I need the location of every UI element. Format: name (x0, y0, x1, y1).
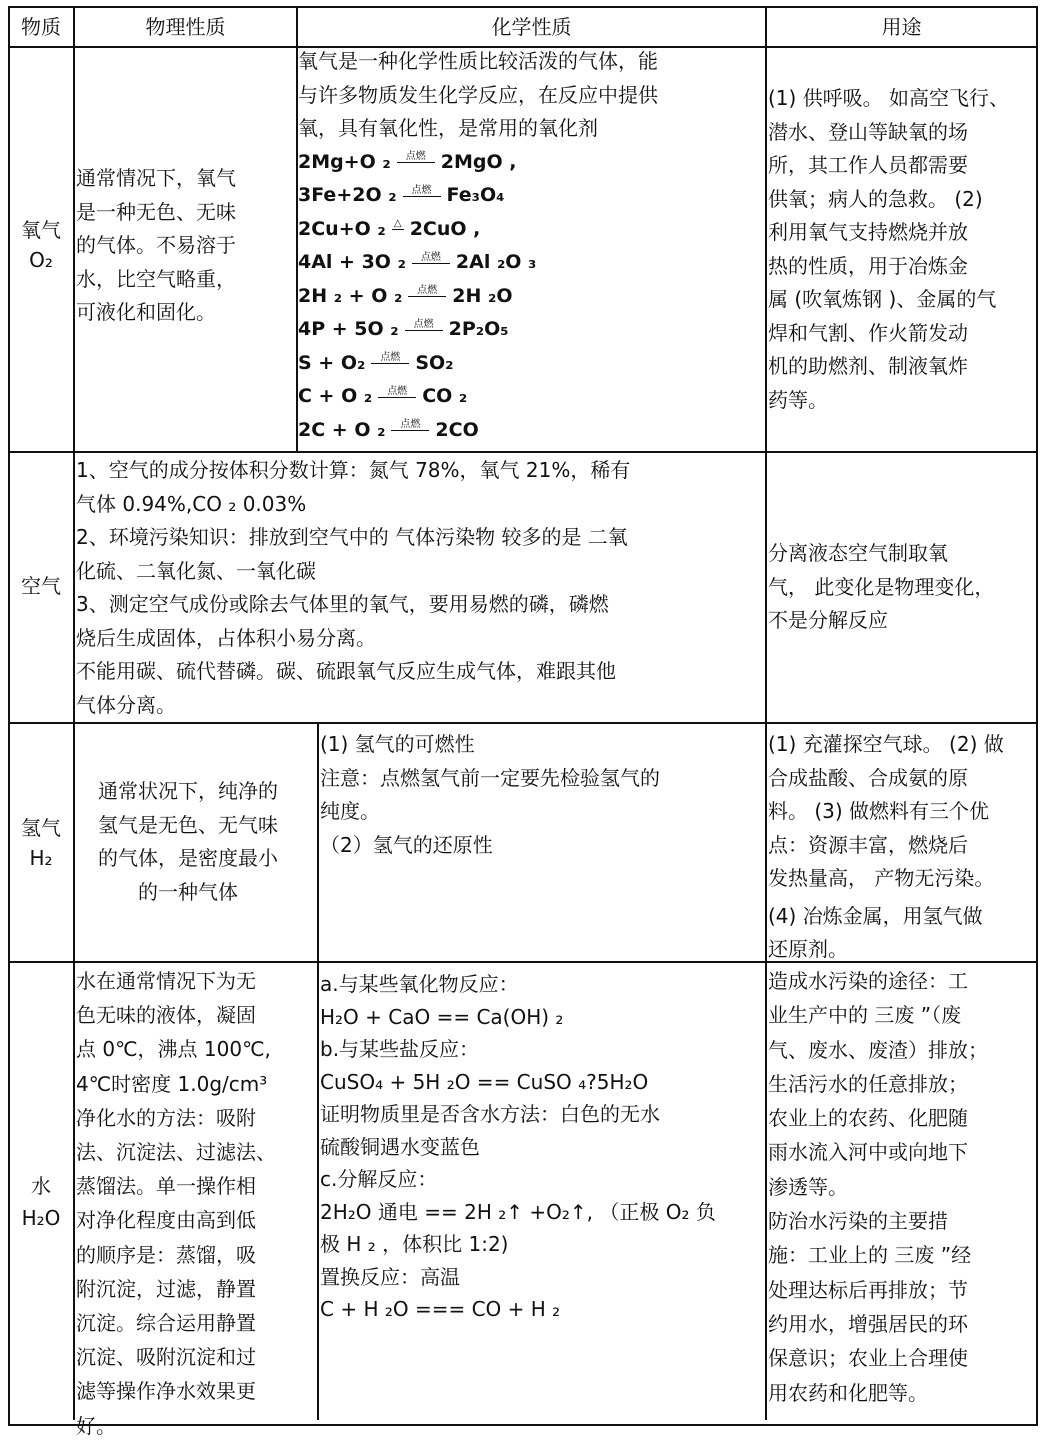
reaction-equation (298, 146, 658, 180)
reaction-condition: 点燃 (380, 352, 401, 363)
condition-arrow (395, 152, 437, 172)
reactants: 4Al + 3O ₂ (298, 251, 406, 273)
text-line: 保意识；农业上合理使 (768, 1346, 968, 1371)
products: 2CO (435, 418, 479, 441)
text-line: 烧后生成固体，占体积小易分离。 (76, 625, 376, 650)
text-line: 焊和气割、作火箭发动 (768, 320, 968, 345)
reaction-equation (298, 246, 658, 280)
text-line: 色无味的液体，凝固 (76, 1003, 256, 1028)
reactants: 4P + 5O ₂ (298, 318, 399, 340)
water-uses (768, 964, 988, 1410)
text-line: (1) 供呼吸。 如高空飞行、 (768, 86, 1010, 110)
text-line: 氧，具有氧化性，是常用的氧化剂 (298, 116, 598, 140)
header-uses: 用途 (881, 15, 922, 39)
text-line: 水，比空气略重， (76, 266, 236, 291)
hydrogen-formula: H₂ (29, 846, 53, 870)
text-line: 通常状况下，纯净的 (98, 779, 278, 803)
text-line: 硫酸铜遇水变蓝色 (320, 1134, 480, 1159)
text-line: 防治水污染的主要措 (768, 1209, 948, 1234)
reaction-equation (298, 347, 658, 381)
reaction-equation (298, 414, 658, 448)
text-line: 滤等操作净水效果更 (76, 1379, 256, 1404)
text-line: 气、废水、废渣）排放； (768, 1037, 988, 1062)
text-line: H₂O + CaO == Ca(OH) ₂ (320, 1004, 564, 1029)
air-name: 空气 (21, 574, 61, 598)
condition-arrow (369, 353, 411, 373)
text-line: 所，其工作人员都需要 (768, 153, 968, 177)
text-line: 的顺序是：蒸馏，吸 (76, 1242, 256, 1267)
reactants: 2C + O ₂ (298, 418, 386, 441)
products: Fe₃O₄ (446, 184, 505, 206)
text-line: 通常情况下，氧气 (76, 166, 236, 190)
text-line: 沉淀、吸附沉淀和过 (76, 1345, 256, 1370)
text-line: 还原剂。 (768, 937, 848, 961)
text-line: 热的性质，用于冶炼金 (768, 253, 968, 278)
air-name-cell (10, 570, 72, 604)
condition-arrow (410, 253, 452, 273)
text-line: 潜水、登山等缺氧的场 (768, 119, 968, 144)
text-line: 料。 (3) 做燃料有三个优 (768, 799, 990, 823)
oxygen-chemical (298, 45, 658, 447)
text-line: 氧气是一种化学性质比较活泼的气体，能 (298, 49, 658, 73)
oxygen-physical (76, 162, 236, 330)
products: CO ₂ (422, 385, 468, 407)
oxygen-uses (768, 82, 1009, 417)
text-line: 分离液态空气制取氧 (768, 541, 948, 565)
text-line: 2H₂O 通电 == 2H ₂↑ +O₂↑, （正极 O₂ 负 (320, 1199, 716, 1224)
condition-arrow (406, 286, 448, 306)
products: 2P₂O₅ (448, 318, 509, 340)
row-divider (8, 722, 1038, 724)
reaction-condition: 点燃 (420, 251, 441, 263)
reactants: 2H ₂ + O ₂ (298, 284, 403, 307)
text-line: 置换反应：高温 (320, 1264, 460, 1289)
water-formula: H₂O (21, 1206, 61, 1230)
reaction-condition: 点燃 (387, 385, 408, 397)
text-line: 净化水的方法：吸附 (76, 1105, 256, 1130)
hydrogen-chemical (320, 728, 660, 862)
header-chemical: 化学性质 (491, 15, 572, 39)
products: SO₂ (415, 351, 454, 374)
reaction-condition: 点燃 (413, 318, 434, 330)
text-line: 的气体，是密度最小 (98, 846, 278, 870)
text-line: a.与某些氧化物反应： (320, 972, 519, 996)
oxygen-name-cell (10, 215, 72, 275)
text-line: 4℃时密度 1.0g/cm³ (76, 1071, 268, 1096)
text-line: 水在通常情况下为无 (76, 969, 256, 993)
text-line: 与许多物质发生化学反应，在反应中提供 (298, 82, 658, 107)
hydrogen-name: 氢气 (21, 816, 61, 840)
text-line: 业生产中的 三废 ”（废 (768, 1003, 962, 1028)
water-name: 水 (31, 1174, 51, 1198)
text-line: c.分解反应： (320, 1167, 438, 1191)
water-physical (76, 964, 276, 1443)
products: 2Al ₂O ₃ (455, 251, 537, 273)
text-line: 化硫、二氧化氮、一氧化碳 (76, 558, 316, 583)
text-line: 好。 (76, 1413, 116, 1438)
text-line: 机的助燃剂、制液氧炸 (768, 354, 968, 378)
condition-arrow (403, 320, 445, 340)
text-line: C + H ₂O === CO + H ₂ (320, 1297, 561, 1321)
text-line: 供氧；病人的急救。 (2) (768, 186, 983, 211)
col-divider (765, 6, 767, 1420)
text-line: 渗透等。 (768, 1174, 848, 1199)
condition-arrow (376, 387, 418, 407)
text-line: 纯度。 (320, 799, 380, 823)
text-line: 是一种无色、无味 (76, 199, 236, 224)
reactants: 2Cu+O ₂ (298, 217, 386, 240)
text-line: b.与某些盐反应： (320, 1037, 480, 1061)
text-line: 2、环境污染知识：排放到空气中的 气体污染物 较多的是 二氧 (76, 525, 628, 549)
reaction-equation (298, 313, 658, 347)
reactants: C + O ₂ (298, 385, 373, 407)
text-line: CuSO₄ + 5H ₂O == CuSO ₄?5H₂O (320, 1069, 649, 1094)
text-line: 约用水，增强居民的环 (768, 1311, 968, 1336)
text-line: 药等。 (768, 387, 828, 412)
header-physical: 物理性质 (145, 15, 226, 39)
hydrogen-name-cell (10, 813, 72, 873)
text-line: 法、沉淀法、过滤法、 (76, 1140, 276, 1165)
text-line: 点：资源丰富，燃烧后 (768, 832, 968, 857)
text-line: 气体分离。 (76, 692, 176, 717)
col-divider (73, 6, 75, 1420)
col-divider (317, 722, 319, 1420)
text-line: 3、测定空气成份或除去气体里的氧气，要用易燃的磷，磷燃 (76, 592, 609, 616)
text-line: (1) 氢气的可燃性 (320, 732, 475, 756)
reaction-equation (298, 280, 658, 314)
products: 2H ₂O (452, 284, 513, 307)
oxygen-formula: O₂ (29, 248, 53, 272)
text-line: 注意：点燃氢气前一定要先检验氢气的 (320, 765, 660, 790)
text-line: 沉淀。综合运用静置 (76, 1311, 256, 1336)
text-line: 用农药和化肥等。 (768, 1380, 928, 1405)
text-line: 附沉淀，过滤，静置 (76, 1276, 256, 1301)
text-line: 不能用碳、硫代替磷。碳、硫跟氧气反应生成气体，难跟其他 (76, 659, 616, 683)
reaction-equation (298, 380, 658, 414)
text-line: 氢气是无色、无气味 (98, 812, 278, 837)
condition-arrow (389, 420, 431, 440)
text-line: （2）氢气的还原性 (320, 832, 493, 857)
text-line: 雨水流入河中或向地下 (768, 1140, 968, 1165)
condition-arrow (390, 219, 406, 239)
text-line: 1、空气的成分按体积分数计算：氮气 78%，氧气 21%，稀有 (76, 458, 631, 482)
hydrogen-physical (75, 775, 301, 909)
text-line: 发热量高， 产物无污染。 (768, 866, 995, 890)
products: 2CuO , (409, 217, 481, 240)
reactants: 2Mg+O ₂ (298, 150, 391, 173)
text-line: 处理达标后再排放；节 (768, 1277, 968, 1302)
hydrogen-uses (768, 728, 1004, 967)
row-divider (8, 451, 1038, 453)
reaction-condition: △ (393, 218, 402, 229)
text-line: 气， 此变化是物理变化， (768, 574, 995, 599)
text-line: (1) 充灌探空气球。 (2) 做 (768, 732, 1004, 756)
oxygen-name: 氧气 (21, 218, 61, 242)
text-line: 属 (吹氧炼钢 )、金属的气 (768, 287, 997, 311)
text-line: 极 H ₂ ，体积比 1:2) (320, 1232, 509, 1256)
text-line: 农业上的农药、化肥随 (768, 1106, 968, 1131)
header-substance: 物质 (21, 15, 61, 39)
text-line: 蒸馏法。单一操作相 (76, 1174, 256, 1199)
text-line: 利用氧气支持燃烧并放 (768, 220, 968, 244)
text-line: 合成盐酸、合成氨的原 (768, 765, 968, 790)
air-uses (768, 537, 994, 638)
text-line: 生活污水的任意排放； (768, 1071, 968, 1096)
water-chemical (320, 968, 716, 1326)
text-line: 气体 0.94%,CO ₂ 0.03% (76, 491, 307, 516)
reaction-condition: 点燃 (417, 285, 438, 296)
condition-arrow (401, 186, 443, 206)
text-line: 不是分解反应 (768, 608, 888, 632)
reactants: 3Fe+2O ₂ (298, 184, 397, 206)
reaction-equation (298, 179, 658, 213)
air-content (76, 454, 630, 722)
reaction-equation (298, 213, 658, 247)
text-line: 点 0℃，沸点 100℃, (76, 1037, 271, 1062)
text-line: (4) 冶炼金属，用氢气做 (768, 903, 983, 928)
text-line: 施：工业上的 三废 ”经 (768, 1243, 972, 1268)
products: 2MgO , (440, 150, 517, 173)
text-line: 的一种气体 (138, 879, 238, 904)
reaction-condition: 点燃 (405, 151, 426, 162)
reaction-condition: 点燃 (411, 184, 432, 196)
text-line: 证明物质里是否含水方法：白色的无水 (320, 1102, 660, 1126)
text-line: 造成水污染的途径：工 (768, 969, 968, 993)
text-line: 对净化程度由高到低 (76, 1208, 256, 1233)
water-name-cell (10, 1170, 72, 1234)
reaction-condition: 点燃 (400, 419, 421, 430)
reactants: S + O₂ (298, 351, 366, 374)
text-line: 可液化和固化。 (76, 300, 216, 324)
text-line: 的气体。不易溶于 (76, 233, 236, 257)
